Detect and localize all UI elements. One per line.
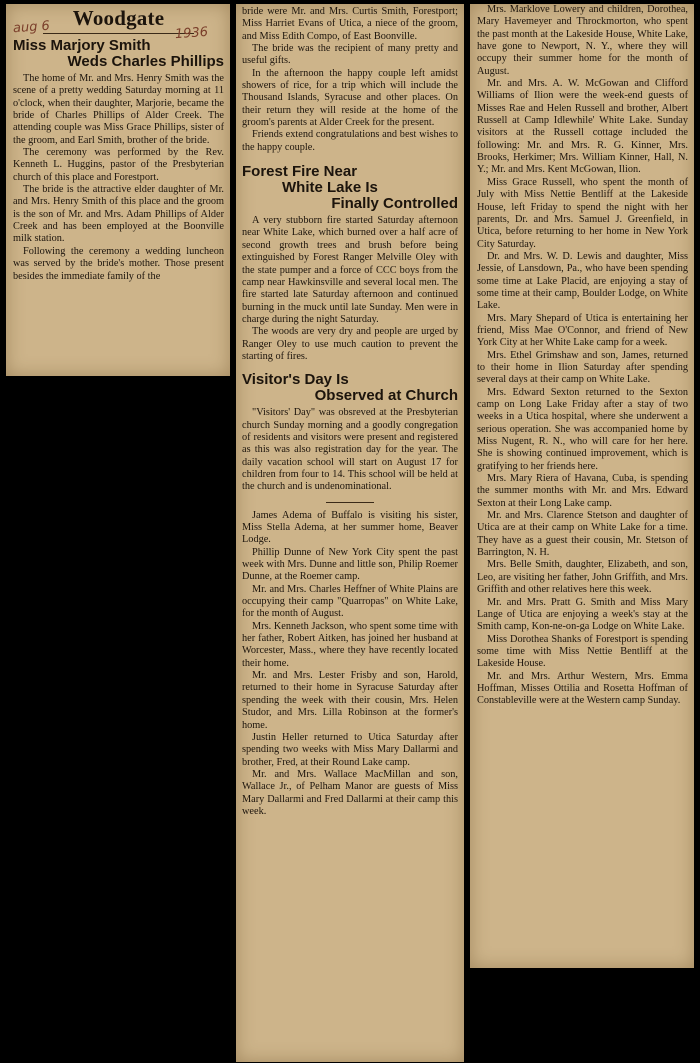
paragraph: Mrs. Kenneth Jackson, who spent some time with her father, Robert Aitken, has joined her husband at Worcester, Mass., where they have recently located their home. — [242, 620, 458, 669]
paragraph: Mr. and Mrs. Clarence Stetson and daughter of Utica are at their camp on White Lake for a time. They have as a guest their cousin, Mr. Stetson of Barrington, N. H. — [477, 510, 688, 559]
paragraph: The bride was the recipient of many pretty and useful gifts. — [242, 43, 458, 67]
paragraph: The home of Mr. and Mrs. Henry Smith was the scene of a pretty wedding Saturday morning at 11 o'clock, when their daughter, Marjorie, became the bride of Charles Phillips of Alder Creek. The attending couple was Miss Grace Phillips, sister of the groom, and Earl Smith, brother of the bride. — [13, 73, 224, 146]
section-title: Woodgate — [72, 6, 165, 30]
paragraph: bride were Mr. and Mrs. Curtis Smith, Forestport; Miss Harriet Evans of Utica, a niece of the groom, and Miss Edith Compo, of East Boonville. — [242, 6, 458, 42]
divider — [43, 33, 194, 34]
paragraph: Mrs. Edward Sexton returned to the Sexton camp on Long Lake Friday after a stay of two weeks in a Utica hospital, where she underwent a serious operation. She was accompanied home by Miss Nugent, R. N., who will care for her here. She is showing continued improvement, which is gratifying to her friends here. — [477, 386, 688, 472]
paragraph: The bride is the attractive elder daughter of Mr. and Mrs. Henry Smith of this place and the groom is the son of Mr. and Mrs. Adam Phillips of Alder Creek and has been employed at the Boonville milk station. — [13, 184, 224, 245]
paragraph: "Visitors' Day" was obsreved at the Presbyterian church Sunday morning and a goodly congregation of residents and visitors were present and registered as this was also registration day for the year. The daily vacation school will start on August 17 for children from four to 14. This school will be held at the church and is undenominational. — [242, 407, 458, 493]
headline-line: Forest Fire Near — [242, 163, 358, 181]
clipping-column-3 — [470, 4, 694, 968]
paragraph: James Adema of Buffalo is visiting his sister, Miss Stella Adema, at her summer home, Beaver Lodge. — [242, 509, 458, 546]
paragraph: Miss Dorothea Shanks of Forestport is spending some time with Miss Nettie Bentliff at the Lakeside House. — [477, 633, 688, 670]
paragraph: Mr. and Mrs. Pratt G. Smith and Miss Mary Lange of Utica are enjoying a week's stay at the Smith camp, Kon-ne-on-ga Lodge on White Lake. — [477, 596, 688, 633]
paragraph: Mrs. Belle Smith, daughter, Elizabeth, and son, Leo, are visiting her father, John Griffith, and Mrs. Griffith and other relatives here this week. — [477, 559, 688, 596]
paragraph: Miss Grace Russell, who spent the month of July with Miss Nettie Bentliff at the Lakeside House, left Friday to spend the night with her parents, Dr. and Mrs. Samuel J. Greenfield, in Utica, before returning to her home in New York City Saturday. — [477, 176, 688, 250]
paragraph: Justin Heller returned to Utica Saturday after spending two weeks with Miss Mary Dallarmi and brother, Fred, at their Round Lake camp. — [242, 731, 458, 768]
paragraph: Mrs. Marklove Lowery and children, Dorothea, Mary Havemeyer and Throckmorton, who spent the past month at the Lakeside House, White Lake, have gone to Newport, N. Y., where they will occupy their summer home for the month of August. — [477, 4, 688, 77]
paragraph: Phillip Dunne of New York City spent the past week with Mrs. Dunne and little son, Philip Roemer Dunne, at the Roemer camp. — [242, 546, 458, 583]
handwritten-date: aug 6 — [12, 18, 51, 37]
clipping-column-1 — [6, 4, 230, 376]
headline-wedding — [13, 38, 224, 70]
paragraph: Mr. and Mrs. Lester Frisby and son, Harold, returned to their home in Syracuse Saturday after spending the week with their cousin, Mrs. Helen Studor, and Mrs. Lilla Robinson at the former's home. — [242, 670, 458, 731]
paragraph: The woods are very dry and people are urged by Ranger Oley to use much caution to prevent the starting of fires. — [242, 326, 458, 362]
headline-line: Weds Charles Phillips — [67, 53, 224, 70]
headline-line: White Lake Is — [282, 179, 378, 197]
paragraph: A very stubborn fire started Saturday afternoon near White Lake, which burned over a half acre of second growth trees and brush before being extinguished by Forest Ranger Melville Oley with the state pumper and a force of CCC boys from the camp near Hawkinsville and several local men. The fire started late Saturday afternoon and continued burning in the muck until late Sunday. Men were in charge during the night Saturday. — [242, 215, 458, 325]
paragraph: Mr. and Mrs. A. W. McGowan and Clifford Williams of Ilion were the week-end guests of Misses Rae and Helen Russell and brother, Albert Russell at Camp Idlewhile' White Lake. Sunday visitors at the Russell cottage included the following: Mr. and Mrs. R. G. Kinner, Mrs. Brooks, Herkimer; Mrs. William Kinner, Hall, N. Y.; Mr. and Mrs. Kent McGowan, Ilion. — [477, 78, 688, 176]
paragraph: Mr. and Mrs. Arthur Western, Mrs. Emma Hoffman, Misses Ottilia and Rosetta Hoffman of Constableville were at the Western camp Sunday. — [477, 670, 688, 707]
headline-visitors-day — [242, 372, 458, 404]
paragraph: Dr. and Mrs. W. D. Lewis and daughter, Miss Jessie, of Lansdown, Pa., who have been spending some time at Lake Placid, are enjoying a stay of some time at their camp, Boulder Lodge, on White Lake. — [477, 250, 688, 312]
headline-line: Miss Marjory Smith — [13, 37, 151, 54]
headline-line: Visitor's Day Is — [242, 371, 349, 389]
headline-line: Finally Controlled — [331, 195, 458, 213]
paragraph: The ceremony was performed by the Rev. Kenneth L. Huggins, pastor of the Presbyterian church of this place and Forestport. — [13, 147, 224, 183]
clipping-column-2 — [236, 4, 464, 1062]
paragraph: Mr. and Mrs. Charles Heffner of White Plains are occupying their camp "Quarropas" on White Lake, for the month of August. — [242, 583, 458, 620]
paragraph: Mr. and Mrs. Wallace MacMillan and son, Wallace Jr., of Pelham Manor are guests of Miss Mary Dallarmi and Fred Dallarmi at their camp this week. — [242, 768, 458, 817]
paragraph: Mrs. Ethel Grimshaw and son, James, returned to their home in Ilion Saturday after spending several days at their camp on White Lake. — [477, 349, 688, 386]
paragraph: Following the ceremony a wedding luncheon was served by the bride's mother. Those present besides the immediate family of the — [13, 245, 224, 282]
headline-forest-fire — [242, 164, 458, 212]
handwritten-year: 1936 — [174, 24, 209, 43]
divider — [326, 502, 374, 503]
headline-line: Observed at Church — [314, 387, 458, 405]
paragraph: Mrs. Mary Riera of Havana, Cuba, is spending the summer months with Mr. and Mrs. Edward Sexton at their Long Lake camp. — [477, 473, 688, 509]
paragraph: Friends extend congratulations and best wishes to the happy couple. — [242, 129, 458, 153]
masthead — [12, 6, 224, 43]
paragraph: In the afternoon the happy couple left amidst showers of rice, for a trip which will include the Thousand Islands, Syracuse and other places. On their return they will reside at the home of the groom's parents at Alder Creek for the present. — [242, 67, 458, 129]
paragraph: Mrs. Mary Shepard of Utica is entertaining her friend, Miss Mae O'Connor, and friend of New York City at her White Lake camp for a week. — [477, 312, 688, 349]
